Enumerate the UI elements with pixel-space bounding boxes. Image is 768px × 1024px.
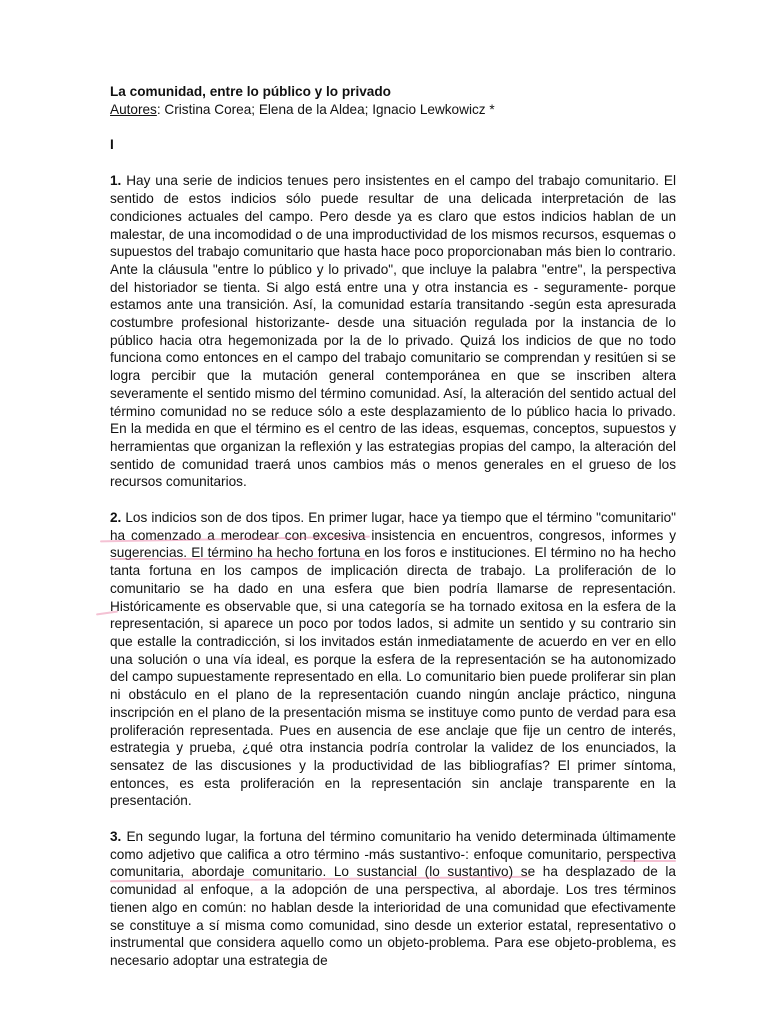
highlight-mark bbox=[110, 558, 365, 560]
highlight-mark bbox=[620, 860, 676, 862]
paragraph-text: Hay una serie de indicios tenues pero insistentes en el campo del trabajo comunitario. El sentido de estos indicios sólo puede resultar de una delicada interpretación de las condiciones actuales del campo. Pero desde ya es claro que estos indicios hablan de un malestar, de una incomodidad o de una improductividad de los mismos recursos, esquemas o supuestos del trabajo comunitario que hasta hace poco proporcionaban más bien lo contrario. Ante la cláusula "entre lo público y lo privado", que incluye la palabra "entre", la perspectiva del historiador se tienta. Si algo está entre una y otra instancia es - seguramente- porque estamos ante una transición. Así, la comunidad estaría transitando -según esta apresurada costumbre profesional historizante- desde una situación regulada por la instancia de lo público hacia otra hegemonizada por la de lo privado. Quizá los indicios de que no todo funciona como entonces en el campo del trabajo comunitario se comprendan y resitúen si se logra percibir que la mutación general contemporánea en que se inscriben altera severamente el sentido mismo del término comunidad. Así, la alteración del sentido actual del término comunidad no se reduce sólo a este desplazamiento de lo público hacia lo privado. En la medida en que el término es el centro de las ideas, esquemas, conceptos, supuestos y herramientas que organizan la reflexión y las estrategias propias del campo, la alteración del sentido de comunidad traerá unos cambios más o menos generales en el grueso de los recursos comunitarios. bbox=[110, 173, 676, 490]
authors-label: Autores bbox=[110, 101, 157, 117]
paragraph-3 bbox=[110, 828, 676, 970]
document-title: La comunidad, entre lo público y lo privado bbox=[110, 84, 391, 99]
paragraph-text: Los indicios son de dos tipos. En primer lugar, hace ya tiempo que el término "comunitario" ha comenzado a merodear con excesiva insistencia en encuentros, congresos, informes y sugerencias. El término ha hecho fortuna en los foros e instituciones. El término no ha hecho tanta fortuna en los campos de implicación directa de trabajo. La proliferación de lo comunitario se ha dado en una esfera que bien podría llamarse de representación. Históricamente es observable que, si una categoría se ha tornado exitosa en la esfera de la representación, si aparece un poco por todos lados, si admite un sentido y su contrario sin que estalle la contradicción, si los invitados están inmediatamente de acuerdo en ver en ello una solución o una vía ideal, es porque la esfera de la representación se ha autonomizado del campo supuestamente representado en ella. Lo comunitario bien puede proliferar sin plan ni obstáculo en el plano de la representación cuando ningún anclaje práctico, ninguna inscripción en el plano de la presentación misma se instituye como punto de verdad para esa proliferación representada. Pues en ausencia de ese anclaje que fije un centro de interés, estrategia y prueba, ¿qué otra instancia podría controlar la validez de los enunciados, la sensatez de las discusiones y la productividad de las bibliografías? El primer síntoma, entonces, es esta proliferación en la representación sin anclaje transparente en la presentación. bbox=[110, 510, 676, 809]
paragraph-1 bbox=[110, 172, 676, 491]
paragraph-2 bbox=[110, 509, 676, 810]
authors-line bbox=[110, 101, 676, 119]
paragraph-text: En segundo lugar, la fortuna del término comunitario ha venido determinada últimamente como adjetivo que califica a otro término -más sustantivo-: enfoque comunitario, perspectiva comunitaria, abordaje comunitario. Lo sustancial (lo sustantivo) se ha desplazado de la comunidad al enfoque, a la adopción de una perspectiva, al abordaje. Los tres términos tienen algo en común: no hablan desde la interioridad de una comunidad que efectivamente se constituye a sí misma como comunidad, sino desde un exterior estatal, representativo o instrumental que considera aquello como un objeto-problema. Para ese objeto-problema, es necesario adoptar una estrategia de bbox=[110, 829, 676, 968]
paragraph-number: 3. bbox=[110, 829, 122, 845]
document-page bbox=[110, 83, 676, 970]
paragraph-number: 1. bbox=[110, 173, 122, 189]
authors-names: : Cristina Corea; Elena de la Aldea; Ignacio Lewkowicz * bbox=[156, 101, 495, 117]
section-heading: I bbox=[110, 137, 114, 153]
paragraph-number: 2. bbox=[110, 510, 122, 526]
